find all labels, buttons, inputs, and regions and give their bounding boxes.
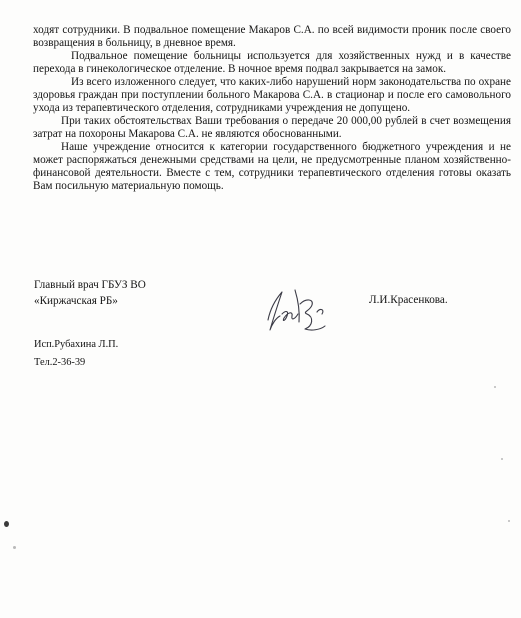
paragraph-conclusion: Из всего изложенного следует, что каких-либо нарушений норм законодательства по охране здоровья граждан при поступлении больного Макарова С.А. в стационар и после его самовольного ухода из терапевтического отделения, сотрудниками учреждения не допущено. [33,76,511,114]
executor-info [34,336,118,372]
signatory-name: Л.И.Красенкова. [369,294,448,306]
paragraph-basement-usage: Подвальное помещение больницы используется для хозяйственных нужд и в качестве перехода в гинекологическое отделение. В ночное время подвал закрывается на замок. [33,50,511,75]
handwritten-signature [262,286,342,342]
scan-speck [501,458,503,460]
paragraph-budget-status: Наше учреждение относится к категории государственного бюджетного учреждения и не может распоряжаться денежными средствами на цели, не предусмотренные планом хозяйственно-финансовой деятельности. Вместе с тем, сотрудники терапевтического отделения готовы оказать Вам посильную материальную помощь. [33,141,511,192]
signatory-position-line2: «Киржачская РБ» [34,295,118,307]
paragraph-claim-rejection: При таких обстоятельствах Ваши требования о передаче 20 000,00 рублей в счет возмещения затрат на похороны Макарова С.А. не являются обоснованными. [33,115,511,140]
executor-phone: Тел.2-36-39 [34,357,86,368]
paragraph-basement-entry: ходят сотрудники. В подвальное помещение Макаров С.А. по всей видимости проник после своего возвращения в больницу, в дневное время. [33,24,511,49]
scan-speck [508,520,510,522]
executor-name: Исп.Рубахина Л.П. [34,339,119,350]
signatory-position [34,277,146,309]
letter-body [33,24,511,193]
scan-speck [13,546,16,549]
signatory-position-line1: Главный врач ГБУЗ ВО [34,279,146,291]
scan-speck [4,521,9,527]
scan-speck [494,386,496,388]
